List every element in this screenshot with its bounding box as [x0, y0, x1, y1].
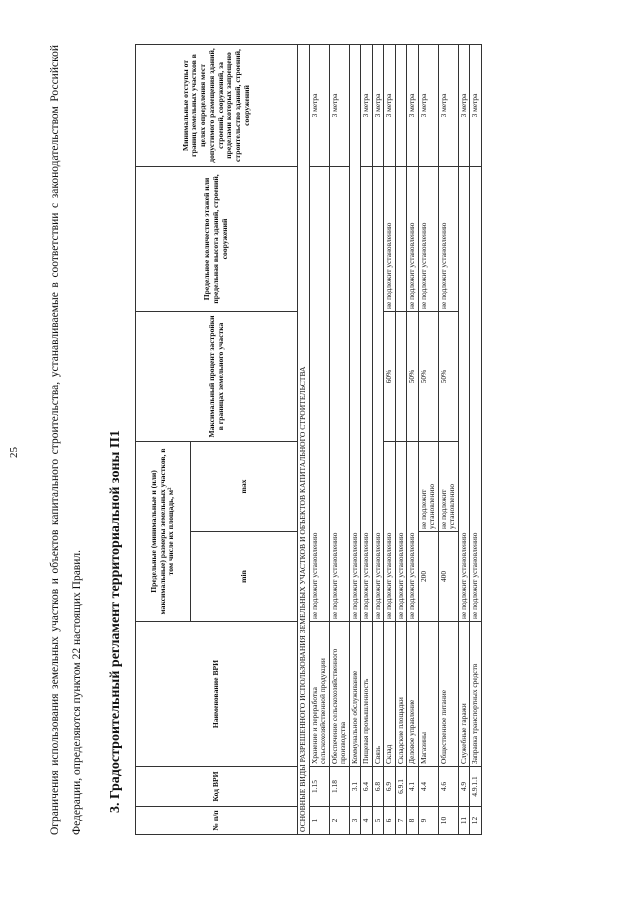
table-row: 7 6.9.1 Складские площадки не подлежит установлению [395, 44, 407, 834]
section-heading: 3. Градостроительный регламент территориальной зоны П1 [108, 430, 123, 813]
header-num: № п/п [136, 807, 298, 835]
table-row: 4 6.4 Пищевая промышленность не подлежит установлению 3 метра [361, 44, 373, 834]
table-row: 9 4.4 Магазины 200 не подлежит установлению 50% не подлежит установлению 3 метра [418, 44, 438, 834]
intro-paragraph: Ограничения использования земельных участков и объектов капитального строительства, устанавливаемые в соответствии с законодательством Российской Федерации, определяются пунктом 22 настоящих Правил. [49, 45, 83, 835]
section-row-main-uses: ОСНОВНЫЕ ВИДЫ РАЗРЕШЕННОГО ИСПОЛЬЗОВАНИЯ ЗЕМЕЛЬНЫХ УЧАСТКОВ И ОБЪЕКТОВ КАПИТАЛЬНОГО СТРОИТЕЛЬСТВА [298, 44, 310, 834]
table-row: 1 1.15 Хранение и переработка сельскохозяйственной продукции не подлежит установлению 3 метра [309, 44, 329, 834]
header-name: Наименование ВРИ [136, 622, 298, 767]
header-code: Код ВРИ [136, 767, 298, 807]
table-row: 5 6.8 Связь не подлежит установлению 3 метра [372, 44, 384, 834]
table-row: 6 6.9 Склад не подлежит установлению 60% не подлежит установлению 3 метра [384, 44, 396, 834]
table-row: 2 1.18 Обеспечение сельскохозяйственного производства не подлежит установлению 3 метра [329, 44, 349, 834]
header-size-group: Предельные (минимальные и (или) максимальные) размеры земельных участков, в том числе их площадь, м² [136, 441, 191, 621]
header-min: min [191, 532, 298, 622]
header-floors: Предельное количество этажей или предельная высота зданий, строений, сооружений [136, 166, 298, 311]
table-row: 3 3.1 Коммунальное обслуживание не подлежит установлению [349, 44, 361, 834]
table-row: 10 4.6 Общественное питание 400 не подлежит установлению 50% не подлежит установлению 3 метра [438, 44, 458, 834]
header-percent: Максимальный процент застройки в границах земельного участка [136, 311, 298, 441]
table-row: 12 4.9.1.1 Заправка транспортных средств не подлежит установлению 3 метра [470, 44, 482, 834]
page-number: 25 [8, 447, 20, 458]
table-row: 11 4.9 Служебные гаражи не подлежит установлению 3 метра [458, 44, 470, 834]
header-setback: Минимальные отступы от границ земельных участков в целях определения мест допустимого размещения зданий, строений, сооружений, за пределами которых запрещено строительство зданий, строений, сооружений [136, 44, 298, 166]
table-row: 8 4.1 Деловое управление не подлежит установлению 50% не подлежит установлению 3 метра [407, 44, 419, 834]
header-max: max [191, 441, 298, 531]
regulation-table [135, 44, 482, 835]
